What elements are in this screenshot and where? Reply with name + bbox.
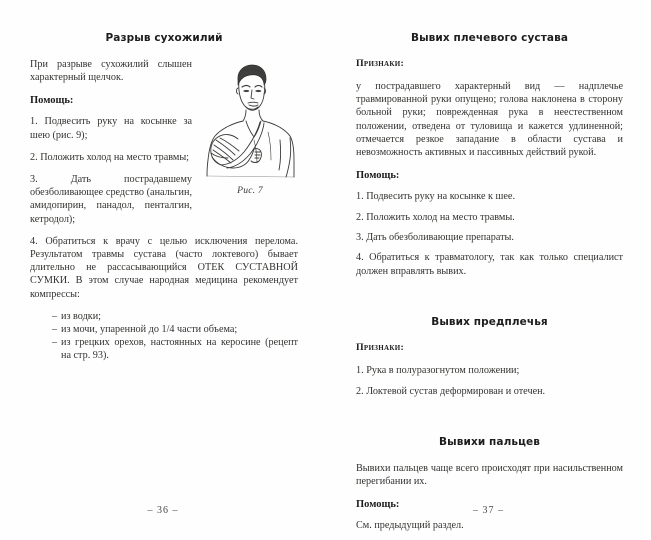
shoulder-help-step-2: 2. Положить холод на место травмы. — [356, 211, 515, 223]
page-title-forearm-dislocation: Вывих предплечья — [431, 316, 548, 329]
help-step-2: 2. Положить холод на место травмы; — [30, 151, 190, 163]
figure-arm-sling — [202, 60, 298, 196]
compress-list — [30, 310, 298, 363]
list-item: – из водки; — [52, 310, 298, 323]
forearm-sign-2: 2. Локтевой сустав деформирован и отечен. — [356, 385, 546, 397]
list-item: – из грецких орехов, настоянных на керосине (рецепт на стр. 93). — [52, 336, 298, 362]
signs-heading-forearm: Признаки: — [356, 342, 405, 354]
finger-help-text: См. предыдущий раздел. — [356, 520, 464, 532]
help-step-3: 3. Дать пострадавшему обезболивающее средство (анальгин, амидопирин, панадол, пенталгин, кетродол); — [30, 174, 192, 225]
figure-caption: Рис. 7 — [237, 185, 263, 196]
page-title-finger-dislocations: Вывихи пальцев — [439, 436, 540, 449]
list-item: – из мочи, упаренной до 1/4 части объема; — [52, 323, 298, 336]
signs-heading-shoulder: Признаки: — [356, 58, 405, 69]
page-number-right: – 37 – — [473, 505, 504, 516]
help-step-1: 1. Подвесить руку на косынке за шею (рис. 9); — [30, 116, 192, 141]
page-title-shoulder-dislocation: Вывих плечевого сустава — [410, 32, 569, 44]
page-number-left: – 36 – — [147, 505, 179, 516]
shoulder-help-step-1: 1. Подвесить руку на косынке к шее. — [356, 191, 515, 203]
right-page — [326, 0, 651, 540]
help-heading-left: Помощь: — [30, 95, 74, 107]
signs-text-shoulder: у пострадавшего характерный вид — надплечье травмированной руки опущено; голова наклонена в сторону больной руки; поврежденная рука в неестественном положении, отведена от туловища и кажется удлиненной; отмечается резкое западание в области сустава и невозможность активных и пассивных действий рукой. — [356, 81, 623, 159]
help-step-4: 4. Обратиться к врачу с целью исключения перелома. Результатом травмы сустава (часто локтевого) бывает длительно не рассасывающийся ОТЕК СУСТАВНОЙ СУМКИ. В этом случае народная медицина рекомендует компрессы: — [30, 235, 298, 300]
shoulder-help-step-4: 4. Обратиться к травматологу, так как только специалист должен вправлять вывих. — [356, 252, 623, 277]
shoulder-help-step-3: 3. Дать обезболивающие препараты. — [356, 232, 514, 244]
forearm-sign-1: 1. Рука в полуразогнутом положении; — [356, 365, 520, 377]
man-with-arm-sling-illustration — [202, 60, 298, 178]
finger-intro: Вывихи пальцев чаще всего происходят при насильственном перегибании их. — [356, 463, 623, 488]
page-title-tendon-rupture: Разрыв сухожилий — [105, 32, 223, 44]
help-heading-fingers: Помощь: — [356, 499, 400, 511]
help-heading-shoulder: Помощь: — [356, 170, 400, 182]
tendon-rupture-intro: При разрыве сухожилий слышен характерный щелчок. — [30, 59, 192, 84]
